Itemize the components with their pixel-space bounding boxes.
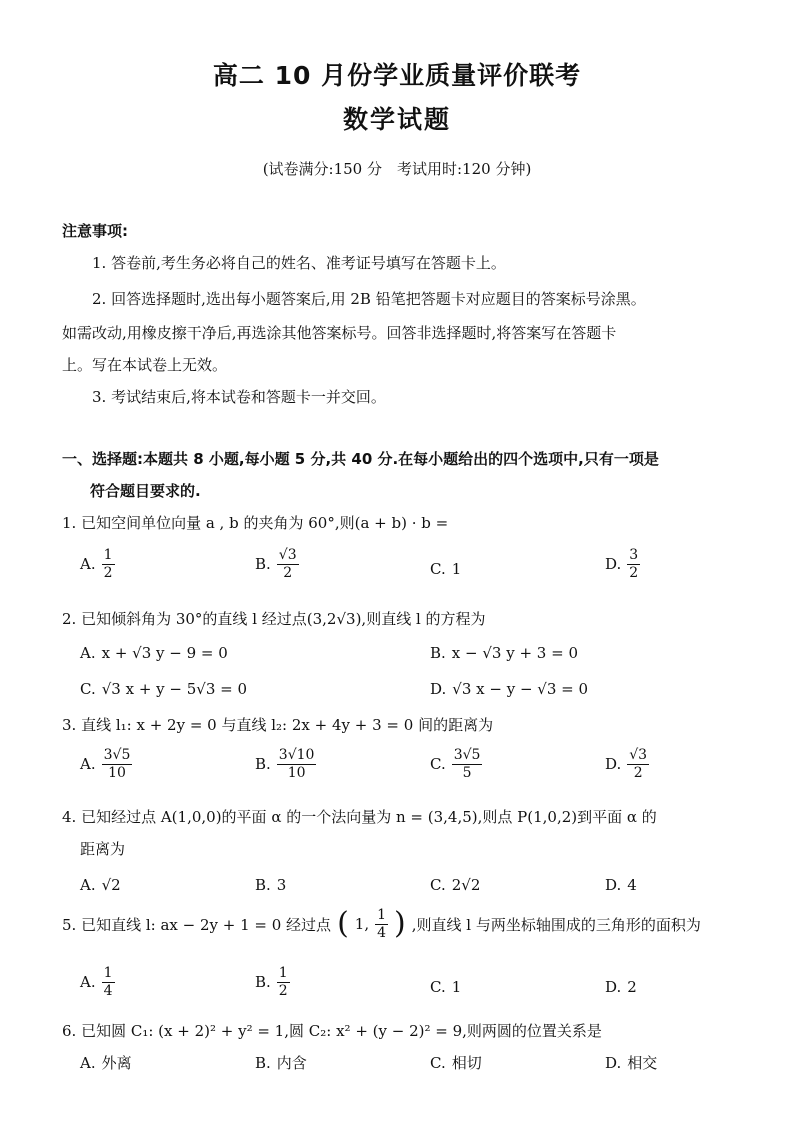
denominator: 10 (287, 764, 306, 781)
option-a (80, 644, 228, 662)
denominator: 10 (108, 764, 126, 781)
exam-info: (试卷满分:150 分 考试用时:120 分钟) (262, 160, 532, 178)
fraction (375, 908, 388, 940)
option-a (80, 876, 121, 894)
option-b (255, 876, 286, 894)
fraction (452, 748, 483, 780)
option-b (255, 748, 316, 780)
option-label: B. (430, 644, 446, 662)
option-c (430, 978, 461, 996)
fraction (627, 548, 640, 580)
option-label: B. (255, 555, 271, 574)
numerator: 3√5 (103, 747, 131, 763)
numerator: 3√10 (278, 747, 315, 763)
option-d (605, 1052, 657, 1073)
fraction (277, 548, 299, 580)
option-label: D. (605, 755, 622, 774)
option-label: C. (430, 560, 446, 578)
denominator: 5 (462, 764, 472, 781)
option-value: 外离 (101, 1054, 132, 1072)
option-label: A. (80, 876, 96, 894)
note-line: 上。写在本试卷上无效。 (62, 356, 228, 374)
fraction (277, 966, 290, 998)
note-line: 2. 回答选择题时,选出每小题答案后,用 2B 铅笔把答题卡对应题目的答案标号涂黑。 (92, 290, 646, 308)
fraction (277, 748, 317, 780)
option-value: √3 x − y − √3 = 0 (452, 680, 589, 698)
numerator: 1 (103, 965, 113, 981)
fraction (102, 966, 115, 998)
option-label: A. (80, 755, 96, 774)
option-label: A. (80, 644, 96, 662)
option-d (605, 748, 649, 780)
numerator: 3 (629, 547, 639, 563)
denominator: 2 (278, 982, 288, 999)
option-c (430, 748, 482, 780)
option-label: C. (430, 1053, 446, 1072)
option-label: D. (430, 680, 447, 698)
denominator: 4 (103, 982, 113, 999)
exam-subject: 数学试题 (342, 105, 451, 134)
exam-title: 高二 10 月份学业质量评价联考 (212, 61, 582, 90)
option-a (80, 748, 132, 780)
option-value: 2√2 (451, 876, 481, 894)
stem-text: 5. 已知直线 l: ax − 2y + 1 = 0 经过点 (62, 915, 332, 934)
option-a (80, 966, 115, 998)
numerator: √3 (629, 747, 648, 763)
option-value: 内含 (276, 1054, 307, 1072)
option-label: A. (80, 973, 96, 992)
option-c (430, 560, 461, 578)
numerator: 1 (377, 907, 387, 923)
option-c (430, 876, 480, 894)
option-label: D. (605, 876, 622, 894)
option-label: C. (430, 876, 446, 894)
option-value: 3 (276, 876, 287, 894)
option-label: C. (430, 978, 446, 996)
option-b (430, 644, 578, 662)
option-value: 1 (451, 978, 462, 996)
option-label: B. (255, 973, 271, 992)
section-heading: 一、选择题:本题共 8 小题,每小题 5 分,共 40 分.在每小题给出的四个选项中,只有一项是 (62, 450, 659, 468)
option-value: √3 x + y − 5√3 = 0 (101, 680, 248, 698)
denominator: 2 (633, 764, 643, 781)
option-b (255, 1052, 307, 1073)
option-label: B. (255, 1053, 271, 1072)
option-label: D. (605, 1053, 622, 1072)
option-label: B. (255, 755, 271, 774)
note-line: 1. 答卷前,考生务必将自己的姓名、准考证号填写在答题卡上。 (92, 254, 506, 272)
option-label: B. (255, 876, 271, 894)
option-b (255, 548, 299, 580)
question-stem: 3. 直线 l₁: x + 2y = 0 与直线 l₂: 2x + 4y + 3 = 0 间的距离为 (62, 716, 494, 734)
left-paren: ( (337, 906, 349, 942)
fraction (102, 748, 133, 780)
option-a (80, 1052, 132, 1073)
option-d (605, 548, 640, 580)
denominator: 2 (103, 564, 113, 581)
note-line: 3. 考试结束后,将本试卷和答题卡一并交回。 (92, 388, 386, 406)
stem-text: ,则直线 l 与两坐标轴围成的三角形的面积为 (411, 915, 701, 934)
option-value: 相交 (627, 1054, 658, 1072)
numerator: √3 (278, 547, 297, 563)
right-paren: ) (394, 906, 406, 942)
option-label: D. (605, 978, 622, 996)
denominator: 2 (283, 564, 293, 581)
denominator: 4 (377, 924, 387, 941)
option-value: 1 (451, 560, 462, 578)
option-a (80, 548, 115, 580)
option-value: 4 (627, 876, 637, 894)
fraction (627, 748, 649, 780)
option-value: 相切 (451, 1054, 482, 1072)
question-stem: 2. 已知倾斜角为 30°的直线 l 经过点(3,2√3),则直线 l 的方程为 (62, 610, 486, 628)
option-label: A. (80, 1053, 96, 1072)
denominator: 2 (629, 564, 639, 581)
numerator: 3√5 (453, 747, 481, 763)
notes-heading: 注意事项: (62, 222, 128, 240)
section-heading-cont: 符合题目要求的. (90, 482, 201, 500)
option-b (255, 966, 290, 998)
point-x: 1, (354, 915, 370, 934)
question-stem (62, 908, 701, 940)
question-stem: 6. 已知圆 C₁: (x + 2)² + y² = 1,圆 C₂: x² + (y − 2)² = 9,则两圆的位置关系是 (62, 1022, 602, 1040)
option-d (605, 978, 637, 996)
numerator: 1 (278, 965, 288, 981)
option-label: C. (80, 680, 96, 698)
fraction (102, 548, 115, 580)
option-d (430, 680, 588, 698)
question-stem-cont: 距离为 (80, 840, 126, 858)
option-label: A. (80, 555, 96, 574)
numerator: 1 (103, 547, 113, 563)
option-label: C. (430, 755, 446, 774)
option-d (605, 876, 637, 894)
option-value: x − √3 y + 3 = 0 (451, 644, 579, 662)
option-label: D. (605, 555, 622, 574)
question-stem: 4. 已知经过点 A(1,0,0)的平面 α 的一个法向量为 n = (3,4,5),则点 P(1,0,2)到平面 α 的 (62, 808, 657, 826)
option-value: 2 (627, 978, 637, 996)
option-value: √2 (101, 876, 121, 894)
option-c (80, 680, 247, 698)
note-line: 如需改动,用橡皮擦干净后,再选涂其他答案标号。回答非选择题时,将答案写在答题卡 (62, 324, 617, 342)
option-c (430, 1052, 482, 1073)
question-stem: 1. 已知空间单位向量 a , b 的夹角为 60°,则(a + b) · b = (62, 514, 449, 532)
option-value: x + √3 y − 9 = 0 (101, 644, 228, 662)
